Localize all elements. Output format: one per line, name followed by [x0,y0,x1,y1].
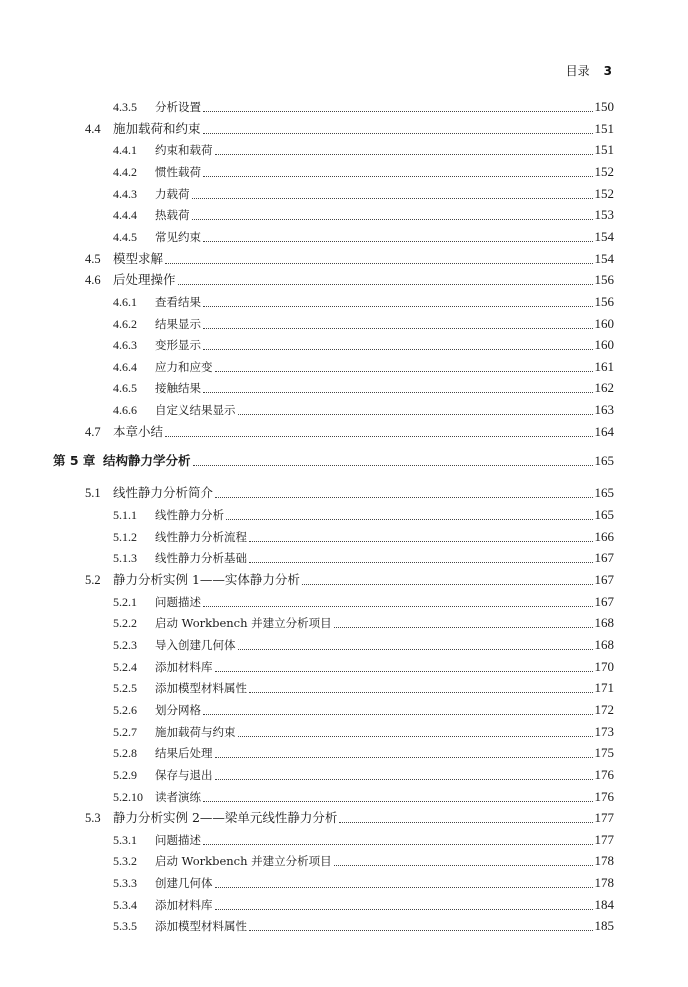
toc-subsection-entry[interactable] [113,527,614,547]
toc-entry-number: 4.4.5 [113,229,137,244]
toc-entry-number: 5.3.1 [113,832,137,847]
toc-entry-number: 5.3.4 [113,897,137,912]
toc-entry-page: 154 [594,228,614,244]
toc-entry-number: 5.2.2 [113,616,137,631]
toc-subsection-entry[interactable] [113,378,614,398]
toc-section-entry[interactable] [85,570,614,590]
toc-dot-leader [215,154,593,155]
toc-subsection-entry[interactable] [113,722,614,742]
toc-subsection-entry[interactable] [113,678,614,698]
toc-entry-page: 156 [594,293,614,309]
toc-entry-page: 171 [594,680,614,696]
toc-entry-page: 153 [594,207,614,223]
toc-entry-title: 划分网格 [155,702,201,717]
toc-entry-title: 线性静力分析 [155,508,224,523]
toc-entry-title: 后处理操作 [113,272,176,288]
toc-dot-leader [165,263,592,264]
toc-entry-number: 4.6.5 [113,381,137,396]
toc-subsection-entry[interactable] [113,335,614,355]
toc-dot-leader [215,371,593,372]
toc-entry-number: 5.1.3 [113,551,137,566]
toc-subsection-entry[interactable] [113,787,614,807]
toc-entry-title: 线性静力分析流程 [155,529,247,544]
toc-entry-title: 变形显示 [155,338,201,353]
toc-entry-page: 176 [594,788,614,804]
toc-entry-title: 模型求解 [113,250,164,266]
toc-entry-page: 156 [594,272,614,288]
toc-entry-number: 5.2.5 [113,681,137,696]
toc-subsection-entry[interactable] [113,895,614,915]
toc-entry-title: 问题描述 [155,594,201,609]
toc-section-entry[interactable] [85,270,614,290]
toc-entry-title: 自定义结果显示 [155,403,236,418]
toc-entry-number: 5.3.3 [113,876,137,891]
toc-dot-leader [334,627,593,628]
toc-entry-title: 热载荷 [155,208,190,223]
toc-dot-leader [302,584,593,585]
toc-subsection-entry[interactable] [113,765,614,785]
toc-entry-page: 172 [594,701,614,717]
toc-subsection-entry[interactable] [113,830,614,850]
toc-subsection-entry[interactable] [113,700,614,720]
toc-subsection-entry[interactable] [113,162,614,182]
toc-entry-number: 5.1 [85,486,101,501]
toc-entry-title: 静力分析实例 1——实体静力分析 [113,572,300,587]
toc-section-entry[interactable] [85,249,614,269]
toc-entry-page: 165 [594,507,614,523]
toc-entry-page: 161 [594,358,614,374]
running-header [566,62,612,79]
toc-entry-title: 问题描述 [155,832,201,847]
toc-entry-title: 保存与退出 [155,767,213,782]
toc-entry-page: 170 [594,658,614,674]
toc-entry-title: 常见约束 [155,229,201,244]
toc-entry-page: 165 [594,485,614,501]
toc-entry-number: 4.3.5 [113,100,137,114]
toc-dot-leader [203,328,593,329]
toc-entry-page: 167 [594,593,614,609]
toc-subsection-entry[interactable] [113,184,614,204]
toc-dot-leader [193,465,593,466]
toc-entry-number: 5.3 [85,811,101,826]
toc-entry-title: 应力和应变 [155,359,213,374]
toc-entry-page: 173 [594,723,614,739]
toc-subsection-entry[interactable] [113,635,614,655]
toc-entry-title: 结果显示 [155,316,201,331]
toc-entry-title: 力载荷 [155,186,190,201]
toc-dot-leader [203,176,593,177]
toc-chapter-entry[interactable] [53,451,614,471]
toc-entry-title: 读者演练 [155,789,201,804]
toc-entry-title: 结构静力学分析 [103,453,191,469]
toc-dot-leader [203,392,593,393]
toc-entry-number: 4.4 [85,121,101,136]
toc-dot-leader [238,736,593,737]
toc-dot-leader [215,887,593,888]
toc-dot-leader [178,284,593,285]
toc-entry-title: 添加材料库 [155,659,213,674]
toc-entry-number: 4.6.4 [113,359,137,374]
header-label: 目录 [565,64,590,78]
toc-entry-title: 查看结果 [155,294,201,309]
toc-subsection-entry[interactable] [113,657,614,677]
toc-dot-leader [215,779,593,780]
toc-entry-title: 施加载荷与约束 [155,724,236,739]
toc-entry-number: 第 5 章 [53,453,96,469]
toc-entry-number: 4.6.2 [113,316,137,331]
toc-section-entry[interactable] [85,808,614,828]
toc-entry-page: 168 [594,615,614,631]
toc-entry-page: 175 [594,745,614,761]
toc-entry-number: 4.4.3 [113,186,137,201]
toc-dot-leader [203,801,593,802]
toc-section-entry[interactable] [85,119,614,139]
toc-entry-title: 导入创建几何体 [155,637,236,652]
toc-section-entry[interactable] [85,483,614,503]
toc-entry-number: 5.2.4 [113,659,137,674]
toc-entry-title: 分析设置 [155,100,201,114]
toc-entry-page: 164 [594,423,614,439]
toc-entry-title: 添加模型材料属性 [155,681,247,696]
toc-entry-page: 150 [594,99,614,114]
toc-entry-number: 4.6.6 [113,403,137,418]
toc-entry-number: 5.3.2 [113,854,137,869]
toc-entry-number: 5.1.1 [113,508,137,523]
toc-entry-number: 4.4.4 [113,208,137,223]
toc-dot-leader [203,111,593,112]
toc-entry-number: 4.6.1 [113,294,137,309]
toc-subsection-entry[interactable] [113,97,614,117]
toc-entry-title: 线性静力分析基础 [155,551,247,566]
toc-entry-page: 165 [594,453,614,469]
toc-entry-page: 154 [594,250,614,266]
toc-dot-leader [203,844,593,845]
toc-dot-leader [192,198,593,199]
toc-entry-page: 176 [594,766,614,782]
toc-entry-page: 162 [594,380,614,396]
toc-entry-number: 4.6.3 [113,338,137,353]
toc-dot-leader [249,541,593,542]
toc-entry-number: 5.2.10 [113,789,143,804]
toc-entry-page: 166 [594,528,614,544]
toc-entry-number: 4.6 [85,273,101,288]
toc-entry-title: 惯性载荷 [155,164,201,179]
toc-subsection-entry[interactable] [113,505,614,525]
toc-entry-page: 178 [594,875,614,891]
toc-entry-page: 160 [594,315,614,331]
toc-entry-page: 163 [594,402,614,418]
toc-entry-title: 线性静力分析简介 [113,485,214,501]
toc-dot-leader [226,519,593,520]
toc-dot-leader [238,414,593,415]
toc-entry-title: 静力分析实例 2——梁单元线性静力分析 [113,810,338,826]
toc-subsection-entry[interactable] [113,314,614,334]
toc-dot-leader [238,649,593,650]
toc-dot-leader [249,930,593,931]
toc-entry-title: 启动 Workbench 并建立分析项目 [155,616,332,631]
toc-subsection-entry[interactable] [113,140,614,160]
toc-subsection-entry[interactable] [113,851,614,871]
toc-entry-title: 添加材料库 [155,897,213,912]
toc-dot-leader [203,133,593,134]
toc-subsection-entry[interactable] [113,400,614,420]
toc-subsection-entry[interactable] [113,227,614,247]
toc-subsection-entry[interactable] [113,548,614,568]
toc-entry-title: 本章小结 [113,423,164,439]
toc-subsection-entry[interactable] [113,357,614,377]
toc-entry-page: 168 [594,636,614,652]
toc-entry-page: 184 [594,896,614,912]
toc-entry-number: 5.2 [85,573,101,587]
toc-subsection-entry[interactable] [113,916,614,936]
toc-subsection-entry[interactable] [113,613,614,633]
toc-subsection-entry[interactable] [113,592,614,612]
toc-entry-page: 177 [594,810,614,826]
toc-dot-leader [203,714,593,715]
toc-entry-number: 4.5 [85,251,101,266]
toc-entry-page: 185 [594,918,614,934]
toc-entry-page: 151 [594,142,614,158]
toc-entry-number: 5.2.7 [113,724,137,739]
toc-dot-leader [203,241,593,242]
toc-entry-number: 4.4.1 [113,143,137,158]
toc-entry-page: 160 [594,337,614,353]
toc-dot-leader [192,219,593,220]
toc-entry-page: 152 [594,185,614,201]
toc-entry-number: 5.2.3 [113,637,137,652]
header-page-number: 3 [603,64,612,78]
toc-subsection-entry[interactable] [113,205,614,225]
toc-entry-page: 152 [594,163,614,179]
toc-dot-leader [339,822,592,823]
toc-entry-number: 5.2.9 [113,767,137,782]
toc-entry-number: 5.3.5 [113,919,137,934]
toc-section-entry[interactable] [85,422,614,442]
toc-entry-number: 4.4.2 [113,164,137,179]
toc-entry-number: 5.2.8 [113,746,137,761]
toc-entry-title: 结果后处理 [155,746,213,761]
toc-entry-page: 177 [594,831,614,847]
toc-subsection-entry[interactable] [113,743,614,763]
toc-dot-leader [215,909,593,910]
toc-entry-title: 接触结果 [155,381,201,396]
toc-entry-page: 167 [594,550,614,566]
toc-dot-leader [203,606,593,607]
toc-entry-title: 创建几何体 [155,876,213,891]
toc-subsection-entry[interactable] [113,292,614,312]
toc-dot-leader [215,757,593,758]
toc-entry-title: 施加载荷和约束 [113,120,201,136]
toc-entry-page: 151 [594,120,614,136]
toc-dot-leader [249,562,593,563]
toc-dot-leader [215,497,592,498]
toc-dot-leader [215,671,593,672]
toc-entry-number: 5.2.6 [113,702,137,717]
toc-entry-title: 添加模型材料属性 [155,919,247,934]
toc-entry-page: 167 [594,572,614,587]
toc-entry-number: 5.2.1 [113,594,137,609]
toc-entry-number: 4.7 [85,424,101,439]
toc-dot-leader [334,865,593,866]
toc-dot-leader [203,349,593,350]
toc-entry-title: 启动 Workbench 并建立分析项目 [155,854,332,869]
toc-dot-leader [165,436,592,437]
toc-subsection-entry[interactable] [113,873,614,893]
toc-dot-leader [203,306,593,307]
toc-entry-number: 5.1.2 [113,529,137,544]
toc-entry-title: 约束和载荷 [155,143,213,158]
toc-dot-leader [249,692,593,693]
toc-entry-page: 178 [594,853,614,869]
